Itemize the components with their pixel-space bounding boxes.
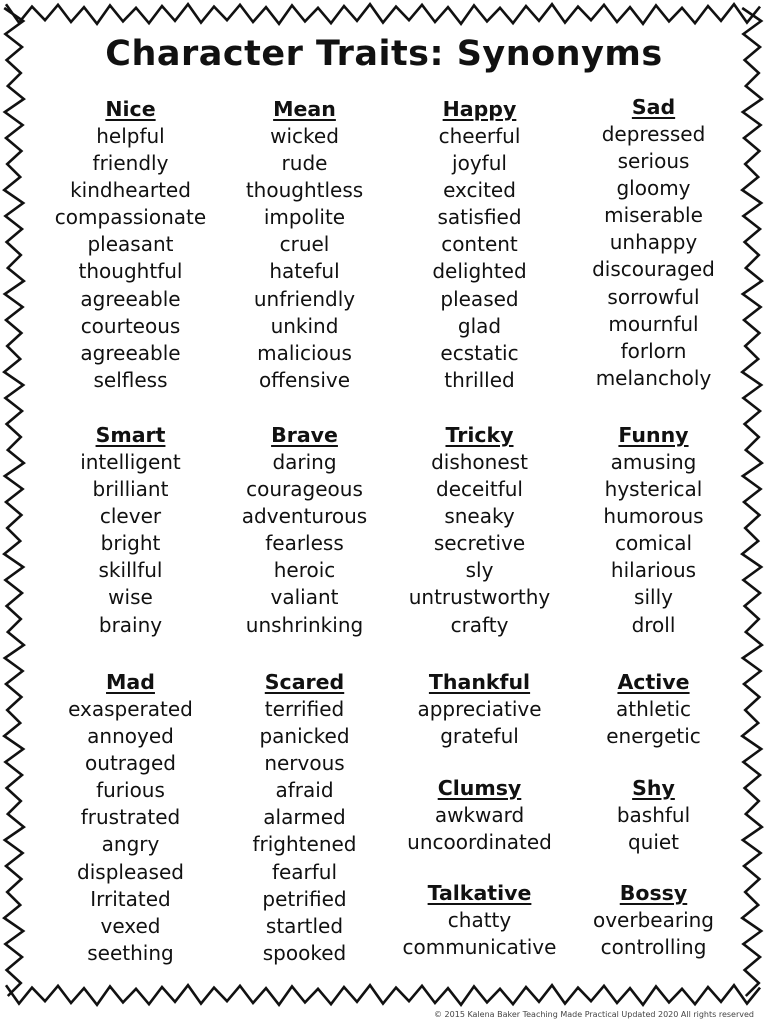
trait-heading: Bossy bbox=[619, 881, 688, 905]
synonym-item: deceitful bbox=[436, 477, 523, 502]
synonym-item: daring bbox=[272, 450, 337, 474]
trait-group-shy bbox=[561, 775, 746, 856]
synonym-list bbox=[212, 696, 397, 967]
trait-group-mad bbox=[38, 669, 223, 967]
trait-group-bossy bbox=[561, 880, 746, 961]
synonym-item: overbearing bbox=[592, 908, 714, 932]
trait-heading: Mean bbox=[273, 97, 336, 121]
synonym-item: rude bbox=[281, 151, 328, 176]
synonym-item: thoughtless bbox=[245, 178, 364, 203]
synonym-item: dishonest bbox=[431, 450, 528, 474]
trait-heading: Smart bbox=[95, 423, 166, 447]
trait-group-tricky bbox=[387, 422, 572, 639]
synonym-item: selfless bbox=[93, 367, 168, 392]
synonym-item: valiant bbox=[270, 585, 339, 610]
synonym-item: sorrowful bbox=[607, 284, 700, 309]
synonym-item: sly bbox=[465, 558, 494, 583]
trait-heading: Active bbox=[617, 670, 690, 694]
synonym-item: athletic bbox=[615, 697, 692, 721]
trait-group-talkative bbox=[387, 880, 572, 961]
synonym-item: annoyed bbox=[87, 724, 174, 749]
synonym-item: wise bbox=[108, 585, 153, 610]
page-title: Character Traits: Synonyms bbox=[105, 34, 663, 74]
synonym-item: glad bbox=[457, 313, 502, 338]
synonym-item: petrified bbox=[262, 886, 347, 911]
trait-heading: Nice bbox=[105, 97, 156, 121]
trait-group-scared bbox=[212, 669, 397, 967]
trait-group-brave bbox=[212, 422, 397, 639]
trait-heading: Thankful bbox=[428, 670, 531, 694]
synonym-item: nervous bbox=[264, 751, 345, 776]
synonym-item: content bbox=[441, 232, 518, 257]
synonym-item: brainy bbox=[98, 612, 163, 637]
trait-group-active bbox=[561, 669, 746, 750]
synonym-list bbox=[387, 696, 572, 750]
trait-group-mean bbox=[212, 96, 397, 394]
synonym-item: mournful bbox=[608, 311, 699, 336]
synonym-item: spooked bbox=[262, 940, 347, 965]
synonym-item: cruel bbox=[279, 232, 330, 257]
synonym-item: agreeable bbox=[80, 286, 181, 311]
synonym-item: comical bbox=[614, 531, 693, 556]
synonym-list bbox=[212, 449, 397, 639]
synonym-item: sneaky bbox=[444, 504, 515, 529]
trait-group-funny bbox=[561, 422, 746, 639]
synonym-item: controlling bbox=[600, 935, 707, 960]
synonym-item: cheerful bbox=[438, 124, 521, 148]
synonym-list bbox=[387, 907, 572, 961]
trait-heading: Talkative bbox=[427, 881, 532, 905]
synonym-item: compassionate bbox=[54, 205, 207, 230]
synonym-item: panicked bbox=[259, 724, 350, 749]
synonym-list bbox=[561, 802, 746, 856]
synonym-list bbox=[387, 123, 572, 394]
synonym-item: uncoordinated bbox=[407, 830, 552, 855]
trait-group-smart bbox=[38, 422, 223, 639]
trait-group-happy bbox=[387, 96, 572, 394]
trait-group-clumsy bbox=[387, 775, 572, 856]
synonym-item: energetic bbox=[606, 724, 701, 749]
synonym-item: impolite bbox=[263, 205, 346, 230]
synonym-list bbox=[38, 696, 223, 967]
synonym-item: bright bbox=[100, 531, 161, 556]
synonym-item: vexed bbox=[100, 913, 161, 938]
synonym-item: helpful bbox=[96, 124, 165, 148]
synonym-item: afraid bbox=[275, 778, 334, 803]
synonym-item: clever bbox=[99, 504, 162, 529]
synonym-item: angry bbox=[101, 832, 160, 857]
synonym-item: thoughtful bbox=[78, 259, 183, 284]
synonym-item: chatty bbox=[447, 908, 512, 932]
synonym-item: unhappy bbox=[609, 230, 698, 255]
synonym-item: skillful bbox=[98, 558, 163, 583]
synonym-item: bashful bbox=[616, 803, 691, 827]
synonym-item: hilarious bbox=[610, 558, 697, 583]
synonym-item: friendly bbox=[92, 151, 169, 176]
synonym-item: fearless bbox=[265, 531, 344, 556]
synonym-item: melancholy bbox=[595, 365, 712, 390]
synonym-item: silly bbox=[634, 585, 673, 610]
synonym-item: awkward bbox=[434, 803, 525, 827]
synonym-item: seething bbox=[87, 940, 174, 965]
synonym-item: kindhearted bbox=[70, 178, 191, 203]
trait-heading: Tricky bbox=[445, 423, 514, 447]
synonym-item: forlorn bbox=[620, 338, 687, 363]
synonym-item: unkind bbox=[270, 313, 339, 338]
synonym-item: satisfied bbox=[437, 205, 522, 230]
synonym-list bbox=[212, 123, 397, 394]
synonym-item: delighted bbox=[432, 259, 527, 284]
synonym-list bbox=[38, 449, 223, 639]
synonym-item: secretive bbox=[433, 531, 526, 556]
synonym-item: pleasant bbox=[87, 232, 174, 257]
trait-heading: Sad bbox=[631, 95, 676, 119]
synonym-item: unshrinking bbox=[245, 612, 364, 637]
synonym-item: gloomy bbox=[616, 176, 691, 201]
synonym-item: frightened bbox=[252, 832, 357, 857]
synonym-item: courageous bbox=[246, 477, 363, 502]
synonym-list bbox=[561, 449, 746, 639]
trait-group-nice bbox=[38, 96, 223, 394]
synonym-item: alarmed bbox=[263, 805, 346, 830]
synonym-item: furious bbox=[96, 778, 165, 803]
synonym-list bbox=[387, 802, 572, 856]
synonym-item: quiet bbox=[627, 830, 680, 855]
synonym-item: adventurous bbox=[241, 504, 368, 529]
synonym-item: malicious bbox=[257, 340, 352, 365]
synonym-item: frustrated bbox=[80, 805, 181, 830]
synonym-item: humorous bbox=[603, 504, 704, 529]
synonym-item: excited bbox=[443, 178, 516, 203]
synonym-item: hysterical bbox=[604, 477, 703, 502]
synonym-item: exasperated bbox=[68, 697, 193, 721]
synonym-list bbox=[387, 449, 572, 639]
synonym-item: amusing bbox=[610, 450, 697, 474]
synonym-item: miserable bbox=[604, 203, 703, 228]
trait-heading: Mad bbox=[106, 670, 155, 694]
synonym-item: wicked bbox=[270, 124, 339, 148]
trait-heading: Clumsy bbox=[437, 776, 522, 800]
synonym-list bbox=[561, 696, 746, 750]
synonym-item: thrilled bbox=[444, 367, 515, 392]
synonym-item: droll bbox=[631, 612, 676, 637]
synonym-item: startled bbox=[265, 913, 344, 938]
trait-heading: Scared bbox=[264, 670, 345, 694]
synonym-item: intelligent bbox=[80, 450, 181, 474]
trait-heading: Shy bbox=[632, 776, 675, 800]
synonym-item: appreciative bbox=[417, 697, 542, 721]
synonym-list bbox=[38, 123, 223, 394]
synonym-item: communicative bbox=[402, 935, 557, 960]
synonym-item: discouraged bbox=[592, 257, 715, 282]
synonym-item: serious bbox=[617, 149, 690, 174]
synonym-item: heroic bbox=[273, 558, 336, 583]
trait-heading: Funny bbox=[618, 423, 689, 447]
synonym-item: offensive bbox=[258, 367, 351, 392]
synonym-item: depressed bbox=[601, 122, 706, 146]
synonym-item: unfriendly bbox=[253, 286, 356, 311]
synonym-item: hateful bbox=[269, 259, 340, 284]
trait-heading: Brave bbox=[271, 423, 338, 447]
trait-group-thankful bbox=[387, 669, 572, 750]
synonym-item: ecstatic bbox=[440, 340, 519, 365]
synonym-item: terrified bbox=[264, 697, 345, 721]
trait-group-sad bbox=[561, 94, 746, 392]
synonym-item: courteous bbox=[80, 313, 181, 338]
synonym-item: untrustworthy bbox=[408, 585, 551, 610]
synonym-item: fearful bbox=[271, 859, 338, 884]
synonym-item: outraged bbox=[85, 751, 176, 776]
trait-heading: Happy bbox=[442, 97, 517, 121]
synonym-item: brilliant bbox=[92, 477, 169, 502]
synonym-list bbox=[561, 121, 746, 392]
synonym-item: crafty bbox=[450, 612, 509, 637]
synonym-list bbox=[561, 907, 746, 961]
synonym-item: pleased bbox=[440, 286, 519, 311]
synonym-item: agreeable bbox=[80, 340, 181, 365]
synonym-item: grateful bbox=[440, 724, 519, 749]
synonym-item: displeased bbox=[77, 859, 184, 884]
synonym-item: Irritated bbox=[90, 886, 171, 911]
synonym-item: joyful bbox=[452, 151, 507, 176]
copyright-footer: © 2015 Kalena Baker Teaching Made Practical Updated 2020 All rights reserved bbox=[434, 1010, 754, 1019]
